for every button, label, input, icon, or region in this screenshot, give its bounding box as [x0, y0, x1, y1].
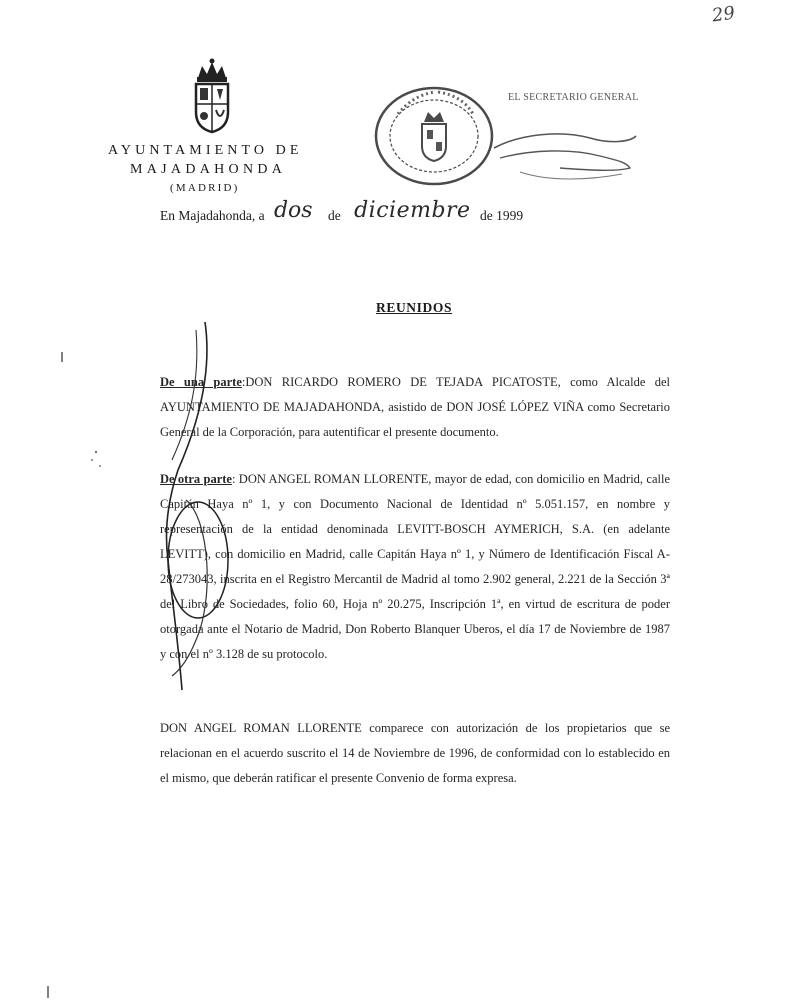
date-month-handwritten: diciembre: [354, 198, 471, 223]
paragraph-lead: De otra parte: [160, 472, 232, 486]
date-suffix: de 1999: [479, 208, 524, 223]
paragraph-lead: De una parte: [160, 375, 242, 389]
coat-of-arms-icon: [188, 56, 236, 136]
stamp-secretary-label: EL SECRETARIO GENERAL: [508, 92, 639, 103]
letterhead-line1: AYUNTAMIENTO DE: [108, 143, 303, 158]
paragraph-text: :DON RICARDO ROMERO DE TEJADA PICATOSTE, como Alcalde del AYUNTAMIENTO DE MAJADAHONDA, asistido de DON JOSÉ LÓPEZ VIÑA como Secretario General de la Corporación, para autentificar el presente documento.: [160, 375, 670, 439]
page-number: 29: [710, 2, 737, 27]
letterhead-line3: (MADRID): [170, 182, 240, 194]
paragraph-first-party: [160, 370, 670, 445]
paragraph-second-party: [160, 467, 670, 667]
paragraph-text: DON ANGEL ROMAN LLORENTE comparece con autorización de los propietarios que se relacionan en el acuerdo suscrito el 14 de Noviembre de 1996, de conformidad con lo establecido en el mismo, que deberán ratificar el presente Convenio de forma expresa.: [160, 721, 670, 785]
date-line: [160, 198, 524, 226]
date-day-handwritten: dos: [273, 198, 313, 223]
section-heading: REUNIDOS: [376, 300, 453, 315]
official-seal-icon: [372, 84, 496, 188]
signature-flourish-icon: [490, 128, 640, 188]
date-connector: de: [327, 208, 341, 223]
paragraph-authorization: [160, 716, 670, 791]
letterhead-line2: MAJADAHONDA: [130, 162, 287, 177]
paragraph-text: : DON ANGEL ROMAN LLORENTE, mayor de edad, con domicilio en Madrid, calle Capitán Haya nº 1, y con Documento Nacional de Identidad nº 5.051.157, en nombre y representación de la entidad denominada LEVITT-BOSCH AYMERICH, S.A. (en adelante LEVITT), con domicilio en Madrid, calle Capitán Haya nº 1, y Número de Identificación Fiscal A-28/273043, inscrita en el Registro Mercantil de Madrid al tomo 2.902 general, 2.221 de la Sección 3ª del Libro de Sociedades, folio 60, Hoja nº 20.275, Inscripción 1ª, en virtud de escritura de poder otorgada ante el Notario de Madrid, Don Roberto Blanquer Uberos, el día 17 de Noviembre de 1987 y con el nº 3.128 de su protocolo.: [160, 472, 670, 661]
date-prefix: En Majadahonda, a: [160, 208, 265, 223]
